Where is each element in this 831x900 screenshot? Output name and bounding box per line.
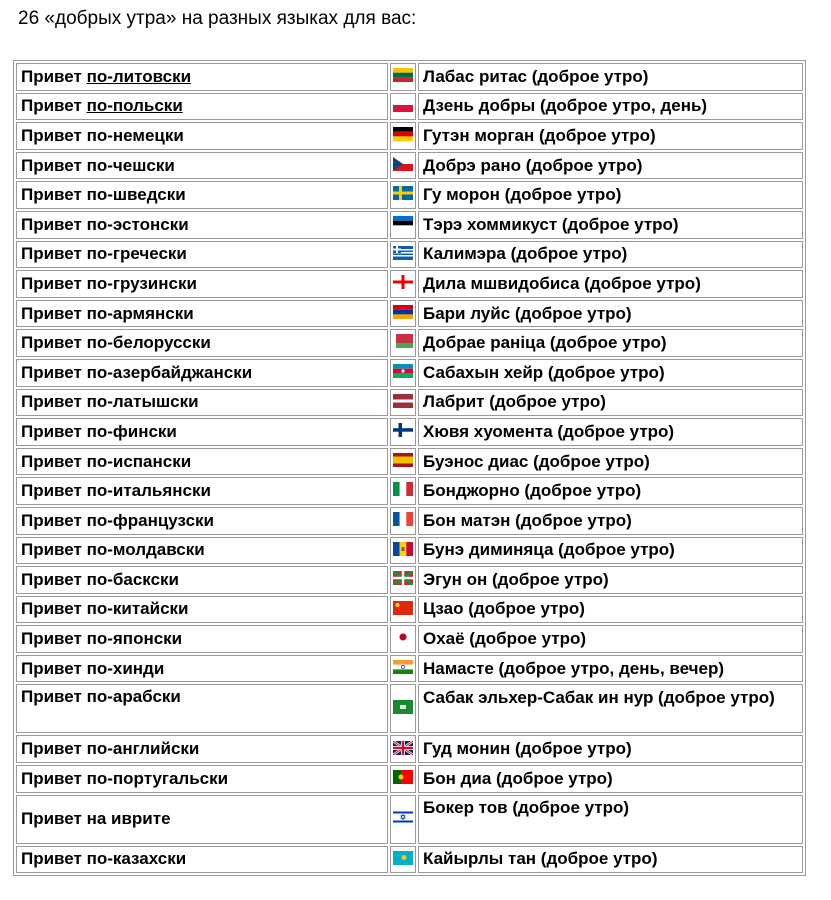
language-name: по-китайски [86,599,189,619]
language-name: по-японски [86,629,183,649]
sweden-flag-icon [393,185,413,205]
flag-cell [390,477,416,505]
language-name: по-эстонски [86,214,189,234]
phrase-cell: Цзао (доброе утро) [418,596,803,624]
flag-cell [390,596,416,624]
azerbaijan-flag-icon [393,363,413,383]
phrase-cell: Тэрэ хоммикуст (доброе утро) [418,211,803,239]
table-row [16,566,803,594]
greeting-prefix: Привет [21,809,87,829]
phrase-cell: Дзень добры (доброе утро, день) [418,93,803,121]
language-link[interactable]: по-польски [86,96,183,116]
czech-flag-icon [393,156,413,176]
language-cell [16,122,388,150]
flag-cell [390,735,416,763]
phrase-cell: Гутэн морган (доброе утро) [418,122,803,150]
page-title: 26 «добрых утра» на разных языках для вас: [18,8,417,29]
greeting-prefix: Привет [21,658,87,678]
japan-flag-icon [393,629,413,649]
table-row [16,329,803,357]
phrase-cell: Добрэ рано (доброе утро) [418,152,803,180]
language-name: на иврите [86,809,171,829]
language-cell [16,846,388,874]
language-cell [16,211,388,239]
table-row [16,122,803,150]
flag-cell [390,684,416,733]
language-name: по-чешски [86,155,175,175]
phrase-cell: Сабак эльхер-Сабак ин нур (доброе утро) [418,684,803,733]
language-cell [16,389,388,417]
language-cell [16,625,388,653]
flag-cell [390,93,416,121]
germany-flag-icon [393,126,413,146]
language-name: по-английски [86,739,200,759]
greeting-prefix: Привет [21,66,87,86]
portugal-flag-icon [393,769,413,789]
armenia-flag-icon [393,304,413,324]
language-name: по-баскски [86,569,179,589]
finland-flag-icon [393,422,413,442]
language-name: по-фински [86,421,177,441]
language-name: по-португальски [86,768,229,788]
language-cell [16,93,388,121]
lithuania-flag-icon [393,67,413,87]
greeting-prefix: Привет [21,849,87,869]
table-row [16,507,803,535]
table-row [16,684,803,733]
flag-cell [390,122,416,150]
israel-flag-icon [393,809,413,829]
language-name: по-казахски [86,849,187,869]
language-cell [16,537,388,565]
language-cell [16,596,388,624]
flag-cell [390,389,416,417]
table-row [16,537,803,565]
table-row [16,300,803,328]
language-cell [16,448,388,476]
table-row [16,448,803,476]
greeting-prefix: Привет [21,687,87,707]
phrase-cell: Бонджорно (доброе утро) [418,477,803,505]
greeting-prefix: Привет [21,569,87,589]
phrase-cell: Намасте (доброе утро, день, вечер) [418,655,803,683]
phrase-cell: Бон диа (доброе утро) [418,765,803,793]
table-row [16,152,803,180]
latvia-flag-icon [393,393,413,413]
phrase-cell: Лабрит (доброе утро) [418,389,803,417]
language-cell [16,684,388,733]
phrase-cell: Охаё (доброе утро) [418,625,803,653]
language-cell [16,241,388,269]
flag-cell [390,241,416,269]
language-name: по-белорусски [86,333,211,353]
greeting-prefix: Привет [21,362,87,382]
language-name: по-хинди [86,658,165,678]
language-name: по-арабски [86,687,181,707]
table-row [16,795,803,844]
flag-cell [390,211,416,239]
flag-cell [390,537,416,565]
language-name: по-грузински [86,273,197,293]
table-row [16,181,803,209]
georgia-flag-icon [393,274,413,294]
language-cell [16,477,388,505]
language-cell [16,507,388,535]
flag-cell [390,418,416,446]
flag-cell [390,329,416,357]
language-cell [16,655,388,683]
table-row [16,389,803,417]
language-cell [16,329,388,357]
language-cell [16,566,388,594]
flag-cell [390,655,416,683]
language-name: по-азербайджански [86,362,253,382]
flag-cell [390,63,416,91]
table-row [16,765,803,793]
language-cell [16,418,388,446]
language-name: по-молдавски [86,540,205,560]
greeting-prefix: Привет [21,599,87,619]
greeting-prefix: Привет [21,185,87,205]
phrase-cell: Эгун он (доброе утро) [418,566,803,594]
phrase-cell: Бокер тов (доброе утро) [418,795,803,844]
greeting-prefix: Привет [21,629,87,649]
greeting-prefix: Привет [21,451,87,471]
table-row [16,477,803,505]
table-row [16,735,803,763]
flag-cell [390,359,416,387]
flag-cell [390,566,416,594]
phrase-cell: Бари луйс (доброе утро) [418,300,803,328]
uk-flag-icon [393,740,413,760]
greeting-prefix: Привет [21,739,87,759]
flag-cell [390,270,416,298]
belarus-flag-icon [393,333,413,353]
phrase-cell: Гу морон (доброе утро) [418,181,803,209]
basque-flag-icon [393,570,413,590]
arab-flag-icon [393,699,413,719]
language-cell [16,795,388,844]
language-name: по-латышски [86,392,199,412]
table-row [16,596,803,624]
language-name: по-итальянски [86,481,211,501]
greeting-prefix: Привет [21,214,87,234]
greeting-prefix: Привет [21,481,87,501]
flag-cell [390,795,416,844]
language-name: по-немецки [86,125,184,145]
table-row [16,270,803,298]
greeting-prefix: Привет [21,273,87,293]
greeting-prefix: Привет [21,96,87,116]
language-name: по-армянски [86,303,194,323]
phrase-cell: Калимэра (доброе утро) [418,241,803,269]
greeting-prefix: Привет [21,768,87,788]
poland-flag-icon [393,97,413,117]
language-cell [16,359,388,387]
language-cell [16,181,388,209]
phrase-cell: Лабас ритас (доброе утро) [418,63,803,91]
greeting-prefix: Привет [21,125,87,145]
phrase-cell: Хювя хуомента (доброе утро) [418,418,803,446]
phrase-cell: Бунэ диминяца (доброе утро) [418,537,803,565]
greece-flag-icon [393,245,413,265]
flag-cell [390,625,416,653]
language-name: по-шведски [86,185,186,205]
language-cell [16,735,388,763]
france-flag-icon [393,511,413,531]
phrase-cell: Добрае раніца (доброе утро) [418,329,803,357]
language-cell [16,765,388,793]
spain-flag-icon [393,452,413,472]
greeting-prefix: Привет [21,510,87,530]
flag-cell [390,300,416,328]
language-link[interactable]: по-литовски [86,66,192,86]
language-name: по-гречески [86,244,187,264]
table-row [16,93,803,121]
table-row [16,655,803,683]
flag-cell [390,507,416,535]
language-cell [16,300,388,328]
flag-cell [390,846,416,874]
phrase-cell: Сабахын хейр (доброе утро) [418,359,803,387]
greeting-prefix: Привет [21,540,87,560]
phrase-cell: Бон матэн (доброе утро) [418,507,803,535]
table-row [16,625,803,653]
table-row [16,211,803,239]
phrase-cell: Кайырлы тан (доброе утро) [418,846,803,874]
language-name: по-французски [86,510,214,530]
greeting-prefix: Привет [21,333,87,353]
phrase-cell: Гуд монин (доброе утро) [418,735,803,763]
phrase-cell: Буэнос диас (доброе утро) [418,448,803,476]
language-name: по-испански [86,451,192,471]
table-row [16,846,803,874]
flag-cell [390,181,416,209]
language-cell [16,152,388,180]
table-row [16,63,803,91]
table-row [16,359,803,387]
moldova-flag-icon [393,541,413,561]
language-cell [16,63,388,91]
greeting-prefix: Привет [21,244,87,264]
language-cell [16,270,388,298]
kazakhstan-flag-icon [393,850,413,870]
greeting-prefix: Привет [21,392,87,412]
flag-cell [390,765,416,793]
estonia-flag-icon [393,215,413,235]
table-row [16,241,803,269]
greeting-prefix: Привет [21,155,87,175]
flag-cell [390,448,416,476]
table-row [16,418,803,446]
greetings-table [13,60,806,876]
china-flag-icon [393,600,413,620]
greeting-prefix: Привет [21,303,87,323]
india-flag-icon [393,659,413,679]
phrase-cell: Дила мшвидобиса (доброе утро) [418,270,803,298]
flag-cell [390,152,416,180]
italy-flag-icon [393,481,413,501]
greeting-prefix: Привет [21,421,87,441]
